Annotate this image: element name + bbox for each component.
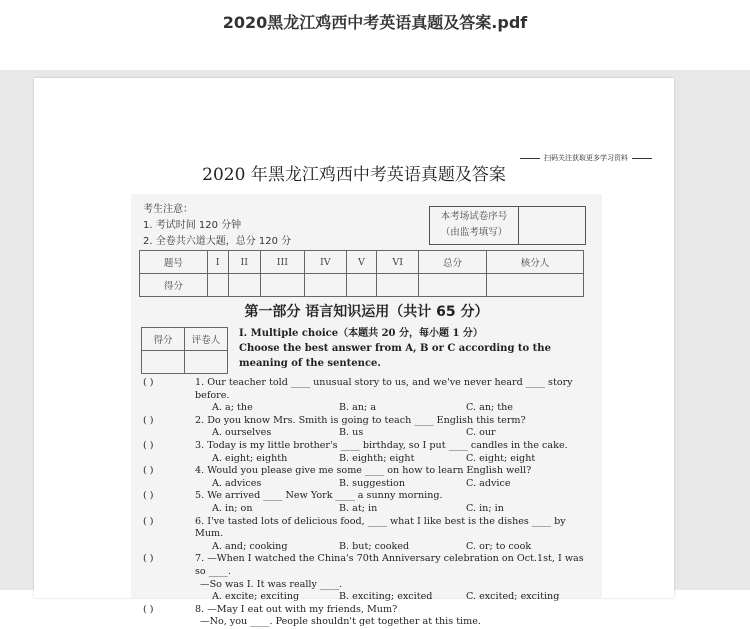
option: C. in; in (466, 502, 504, 514)
option: A. and; cooking (212, 540, 288, 552)
seat-number-box (429, 206, 586, 245)
title-bar (0, 0, 750, 70)
score-table (139, 250, 584, 297)
option: B. suggestion (339, 477, 406, 489)
option: B. exciting; excited (339, 591, 433, 603)
score-header: 题号 (140, 251, 208, 274)
mc-title: I. Multiple choice（本题共 20 分，每小题 1 分） (239, 328, 483, 339)
answer-bracket: ( ) (143, 414, 154, 426)
score-header: IV (304, 251, 346, 274)
question-list (143, 377, 593, 629)
question-text: 3. Today is my little brother's ____ birthday, so I put ____ candles in the cake. (195, 439, 568, 451)
option: C. excited; exciting (466, 591, 560, 603)
option: A. a; the (212, 402, 253, 414)
option: A. ourselves (212, 427, 272, 439)
answer-bracket: ( ) (143, 515, 154, 527)
mc-heading (239, 326, 594, 371)
score-header: VI (377, 251, 419, 274)
answer-bracket: ( ) (143, 377, 154, 388)
answer-bracket: ( ) (143, 465, 154, 477)
option: B. us (339, 427, 364, 439)
question-text: 8. —May I eat out with my friends, Mum? (195, 603, 398, 615)
document-title: 2020黑龙江鸡西中考英语真题及答案.pdf (222, 13, 528, 32)
grader-table (141, 327, 228, 374)
question-text: 7. —When I watched the China's 70th Anniversary celebration on Oct.1st, I was so ____. (195, 553, 584, 577)
part-title: 第一部分 语言知识运用（共计 65 分） (244, 304, 489, 320)
option: A. excite; exciting (212, 591, 300, 603)
question-text: 4. Would you please give me some ____ on how to learn English well? (195, 465, 532, 477)
answer-bracket: ( ) (143, 603, 154, 615)
question-text: 2. Do you know Mrs. Smith is going to teach ____ English this term? (195, 414, 526, 426)
qr-note: 扫码关注获取更多学习资料 (516, 153, 656, 163)
option: B. an; a (339, 402, 377, 414)
answer-bracket: ( ) (143, 553, 154, 565)
score-header: II (228, 251, 260, 274)
answer-bracket: ( ) (143, 439, 154, 451)
scanned-exam-image (131, 194, 602, 628)
option: B. eighth; eight (339, 452, 415, 464)
seat-sublabel: （由监考填写） (440, 227, 508, 238)
notice-line: 1. 考试时间 120 分钟 (143, 220, 242, 231)
option: A. eight; eighth (212, 452, 288, 464)
option: B. at; in (339, 502, 378, 514)
option: B. but; cooked (339, 540, 410, 552)
score-header: I (207, 251, 228, 274)
notice-line: 2. 全卷共六道大题，总分 120 分 (143, 236, 292, 247)
pdf-page (34, 78, 674, 628)
grader-header: 评卷人 (185, 328, 228, 351)
question-text: 1. Our teacher told ____ unusual story to us, and we've never heard ____ story before. (195, 377, 573, 401)
pdf-viewer[interactable] (0, 70, 750, 628)
score-header: 核分人 (486, 251, 583, 274)
score-header: 总分 (419, 251, 487, 274)
answer-bracket: ( ) (143, 490, 154, 502)
seat-label: 本考场试卷序号 (440, 211, 508, 222)
question-continuation: —So was I. It was really ____. (200, 578, 343, 590)
option: A. in; on (212, 502, 253, 514)
grader-header: 得分 (142, 328, 185, 351)
mc-instruction: Choose the best answer from A, B or C according to the meaning of the sentence. (239, 343, 551, 369)
option: A. advices (212, 477, 262, 489)
score-header: V (346, 251, 376, 274)
exam-notice (143, 202, 291, 250)
page-title: 2020 年黑龙江鸡西中考英语真题及答案 (202, 165, 506, 185)
question-text: 5. We arrived ____ New York ____ a sunny morning. (195, 490, 443, 502)
score-row-label: 得分 (140, 274, 208, 297)
question-text: 6. I've tasted lots of delicious food, ____ what I like best is the dishes ____ by Mum. (195, 515, 566, 540)
notice-line: 考生注意： (143, 204, 193, 215)
score-header: III (260, 251, 304, 274)
option: C. an; the (466, 402, 513, 414)
option: C. advice (466, 477, 511, 489)
option: C. eight; eight (466, 452, 536, 464)
option: C. our (466, 427, 496, 439)
question-continuation: —No, you ____. People shouldn't get together at this time. (200, 616, 481, 628)
option: C. or; to cook (466, 540, 532, 552)
